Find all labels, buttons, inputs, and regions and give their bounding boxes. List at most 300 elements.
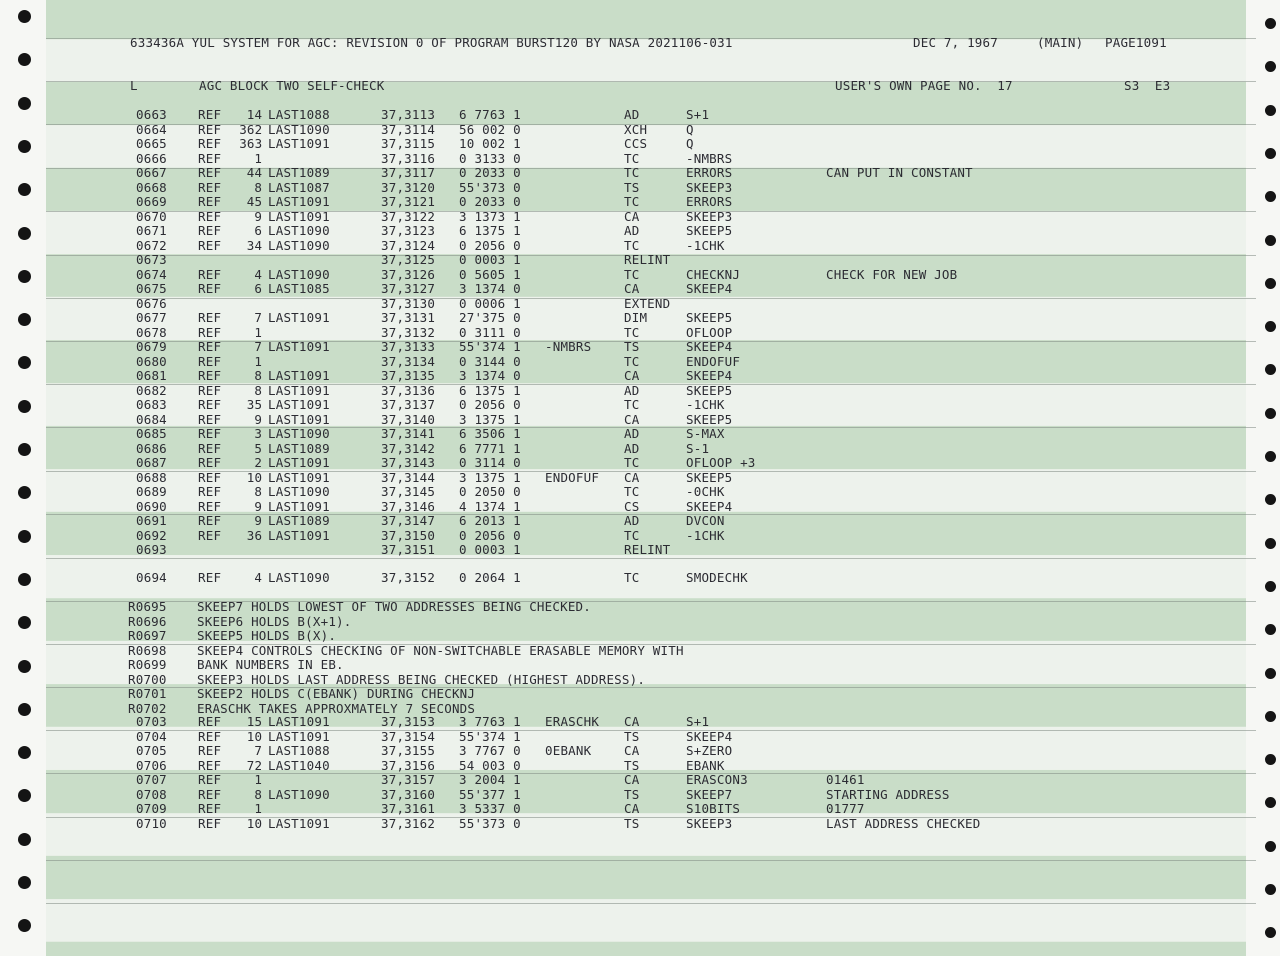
ref-label: REF [198,728,222,744]
octal-word: 3 1374 0 [459,368,521,383]
ref-count: 34 [246,237,263,253]
opcode: XCH [624,121,648,137]
ref-count: 1 [254,772,263,787]
octal-word: 55'373 0 [459,815,521,831]
operand: ERRORS [686,194,733,209]
ref-count: 7 [254,743,263,758]
line-number: 0664 [136,121,167,137]
tractor-hole [18,10,31,23]
opcode: TC [624,165,640,180]
operand: S+1 [686,714,710,729]
opcode: CA [624,772,640,787]
opcode: CA [624,281,640,296]
octal-word: 6 2013 1 [459,513,521,528]
address: 37,3123 [381,223,436,238]
line-number: R0695 [128,599,167,614]
octal-word: 0 5605 1 [459,266,521,282]
ref-label: REF [198,150,222,166]
opcode: CA [624,469,640,485]
operand: SKEEP5 [686,382,733,398]
address: 37,3130 [381,295,436,311]
address: 37,3113 [381,107,436,122]
last-ref: LAST1091 [268,382,330,398]
octal-word: 6 7771 1 [459,440,521,456]
last-ref: LAST1091 [268,455,330,470]
opcode: CCS [624,136,648,151]
line-number: R0702 [128,700,167,716]
comment: CHECK FOR NEW JOB [826,266,958,282]
operand: SKEEP3 [686,208,733,224]
remark-text: SKEEP7 HOLDS LOWEST OF TWO ADDRESSES BEING CHECKED. [197,599,592,614]
last-ref: LAST1087 [268,179,330,195]
address: 37,3121 [381,194,436,209]
ref-count: 8 [254,382,263,398]
ref-label: REF [198,324,222,340]
tractor-hole [1265,668,1276,679]
operand: SKEEP4 [686,339,733,354]
operand: SKEEP3 [686,815,733,831]
ruled-line [46,903,1256,904]
opcode: AD [624,513,640,528]
ruled-line [46,384,1256,385]
last-ref: LAST1091 [268,411,330,427]
opcode: RELINT [624,542,671,557]
operand: ERRORS [686,165,733,180]
ref-count: 9 [254,411,263,427]
comment: STARTING ADDRESS [826,786,950,802]
opcode: TS [624,179,640,195]
ref-count: 10 [246,728,263,744]
address: 37,3114 [381,121,436,137]
ref-count: 36 [246,527,263,543]
opcode: TC [624,484,640,499]
operand: SKEEP4 [686,368,733,383]
opcode: CA [624,743,640,758]
opcode: TC [624,150,640,166]
header-page-number: PAGE1091 [1105,35,1167,50]
operand: SKEEP4 [686,281,733,296]
ref-label: REF [198,339,222,354]
tractor-hole [18,746,31,759]
ref-count: 6 [254,281,263,296]
header-section: (MAIN) [1037,35,1084,50]
address: 37,3116 [381,150,436,166]
octal-word: 3 2004 1 [459,772,521,787]
address: 37,3151 [381,542,436,557]
address: 37,3140 [381,411,436,427]
line-number: 0693 [136,542,167,557]
ref-count: 9 [254,513,263,528]
operand: ENDOFUF [686,353,741,369]
octal-word: 55'374 1 [459,728,521,744]
octal-word: 3 1374 0 [459,281,521,296]
subheader-title: AGC BLOCK TWO SELF-CHECK [199,78,385,93]
ref-label: REF [198,397,222,412]
ruled-line [46,168,1256,169]
line-number: 0672 [136,237,167,253]
header-program-title: 633436A YUL SYSTEM FOR AGC: REVISION 0 OF PROGRAM BURST120 BY NASA 2021106-031 [130,35,733,50]
last-ref: LAST1088 [268,107,330,122]
octal-word: 27'375 0 [459,310,521,325]
opcode: TS [624,728,640,744]
line-number: 0686 [136,440,167,456]
symbol-label: 0EBANK [545,743,592,758]
opcode: DIM [624,310,648,325]
ref-label: REF [198,223,222,238]
operand: -NMBRS [686,150,733,166]
header-date: DEC 7, 1967 [913,35,998,50]
ref-count: 1 [254,353,263,369]
line-number: 0663 [136,107,167,122]
octal-word: 3 1373 1 [459,208,521,224]
last-ref: LAST1091 [268,714,330,729]
line-number: 0688 [136,469,167,485]
opcode: AD [624,440,640,456]
tractor-hole [18,660,31,673]
ref-count: 6 [254,223,263,238]
address: 37,3137 [381,397,436,412]
last-ref: LAST1089 [268,440,330,456]
opcode: TC [624,353,640,369]
address: 37,3157 [381,772,436,787]
last-ref: LAST1090 [268,786,330,802]
ref-count: 45 [246,194,263,209]
octal-word: 55'373 0 [459,179,521,195]
line-number: R0696 [128,613,167,629]
ref-label: REF [198,368,222,383]
ref-count: 4 [254,266,263,282]
operand: S-MAX [686,426,725,441]
opcode: TC [624,397,640,412]
line-number: 0704 [136,728,167,744]
tractor-hole [18,703,31,716]
tractor-hole [18,833,31,846]
ref-count: 9 [254,208,263,224]
last-ref: LAST1091 [268,498,330,514]
octal-word: 0 3144 0 [459,353,521,369]
tractor-hole [18,573,31,586]
tractor-hole [1265,105,1276,116]
ref-label: REF [198,527,222,543]
line-number: 0676 [136,295,167,311]
operand: S-1 [686,440,710,456]
ref-label: REF [198,310,222,325]
address: 37,3134 [381,353,436,369]
opcode: TC [624,527,640,543]
last-ref: LAST1085 [268,281,330,296]
opcode: TS [624,757,640,773]
symbol-label: ENDOFUF [545,469,600,485]
address: 37,3156 [381,757,436,773]
line-number: R0697 [128,628,167,643]
operand: SKEEP4 [686,728,733,744]
address: 37,3150 [381,527,436,543]
line-number: 0706 [136,757,167,773]
operand: SKEEP5 [686,411,733,427]
ref-count: 4 [254,570,263,585]
ref-count: 8 [254,786,263,802]
symbol-label: -NMBRS [545,339,592,354]
last-ref: LAST1091 [268,194,330,209]
opcode: TC [624,194,640,209]
octal-word: 0 2056 0 [459,397,521,412]
tractor-hole [1265,278,1276,289]
operand: SKEEP5 [686,223,733,238]
tractor-hole [1265,408,1276,419]
last-ref: LAST1091 [268,368,330,383]
ref-count: 9 [254,498,263,514]
last-ref: LAST1089 [268,165,330,180]
ref-label: REF [198,237,222,253]
remark-text: ERASCHK TAKES APPROXMATELY 7 SECONDS [197,700,476,716]
ref-label: REF [198,382,222,398]
address: 37,3147 [381,513,436,528]
last-ref: LAST1091 [268,310,330,325]
opcode: TS [624,815,640,831]
last-ref: LAST1091 [268,136,330,151]
address: 37,3146 [381,498,436,514]
ref-label: REF [198,281,222,296]
ref-label: REF [198,266,222,282]
ref-label: REF [198,714,222,729]
ref-count: 1 [254,324,263,340]
octal-word: 0 3133 0 [459,150,521,166]
subheader-user-page: USER'S OWN PAGE NO. 17 [835,78,1013,93]
tractor-hole [18,227,31,240]
tractor-hole [18,270,31,283]
operand: SMODECHK [686,570,748,585]
ref-count: 7 [254,339,263,354]
ref-count: 8 [254,368,263,383]
ruled-line [46,730,1256,731]
address: 37,3131 [381,310,436,325]
last-ref: LAST1090 [268,484,330,499]
tractor-hole [1265,841,1276,852]
octal-word: 0 0003 1 [459,542,521,557]
ref-label: REF [198,121,222,137]
line-number: 0667 [136,165,167,180]
address: 37,3152 [381,570,436,585]
line-number: 0709 [136,801,167,816]
ref-label: REF [198,513,222,528]
line-number: 0671 [136,223,167,238]
ref-count: 10 [246,469,263,485]
last-ref: LAST1091 [268,527,330,543]
operand: SKEEP7 [686,786,733,802]
ref-label: REF [198,801,222,816]
line-number: 0707 [136,772,167,787]
tractor-hole [18,443,31,456]
octal-word: 6 7763 1 [459,107,521,122]
line-number: 0708 [136,786,167,802]
ruled-line [46,341,1256,342]
opcode: CA [624,801,640,816]
octal-word: 0 2064 1 [459,570,521,585]
address: 37,3117 [381,165,436,180]
ruled-line [46,427,1256,428]
ref-label: REF [198,815,222,831]
octal-word: 10 002 1 [459,136,521,151]
remark-text: SKEEP2 HOLDS C(EBANK) DURING CHECKNJ [197,686,476,701]
ref-label: REF [198,757,222,773]
operand: EBANK [686,757,725,773]
ref-label: REF [198,194,222,209]
symbol-label: ERASCHK [545,714,600,729]
line-number: 0670 [136,208,167,224]
opcode: TC [624,266,640,282]
ruled-line [46,817,1256,818]
line-number: 0690 [136,498,167,514]
tractor-hole [18,876,31,889]
ref-label: REF [198,484,222,499]
address: 37,3161 [381,801,436,816]
ref-label: REF [198,107,222,122]
opcode: AD [624,382,640,398]
tractor-hole [1265,581,1276,592]
line-number: R0699 [128,657,167,672]
ruled-line [46,471,1256,472]
octal-word: 0 0003 1 [459,252,521,267]
tractor-hole [18,530,31,543]
line-number: R0700 [128,671,167,687]
octal-word: 54 003 0 [459,757,521,773]
last-ref: LAST1091 [268,208,330,224]
address: 37,3154 [381,728,436,744]
remark-text: SKEEP4 CONTROLS CHECKING OF NON-SWITCHABLE ERASABLE MEMORY WITH [197,642,684,658]
operand: SKEEP3 [686,179,733,195]
line-number: R0701 [128,686,167,701]
address: 37,3120 [381,179,436,195]
address: 37,3145 [381,484,436,499]
operand: -0CHK [686,484,725,499]
address: 37,3122 [381,208,436,224]
octal-word: 6 3506 1 [459,426,521,441]
octal-word: 0 2050 0 [459,484,521,499]
address: 37,3153 [381,714,436,729]
ref-label: REF [198,426,222,441]
line-number: 0685 [136,426,167,441]
ruled-line [46,558,1256,559]
ref-label: REF [198,411,222,427]
last-ref: LAST1091 [268,815,330,831]
octal-word: 0 0006 1 [459,295,521,311]
opcode: TS [624,339,640,354]
octal-word: 3 5337 0 [459,801,521,816]
address: 37,3125 [381,252,436,267]
ref-count: 3 [254,426,263,441]
opcode: AD [624,426,640,441]
opcode: TC [624,455,640,470]
octal-word: 6 1375 1 [459,382,521,398]
opcode: TS [624,786,640,802]
octal-word: 0 2056 0 [459,527,521,543]
subheader-marker: L [130,78,138,93]
ref-label: REF [198,136,222,151]
operand: CHECKNJ [686,266,741,282]
address: 37,3115 [381,136,436,151]
line-number: 0680 [136,353,167,369]
ref-label: REF [198,208,222,224]
address: 37,3141 [381,426,436,441]
ref-count: 8 [254,484,263,499]
line-number: 0674 [136,266,167,282]
octal-word: 55'374 1 [459,339,521,354]
opcode: AD [624,107,640,122]
ruled-line [46,773,1256,774]
octal-word: 56 002 0 [459,121,521,137]
line-number: 0710 [136,815,167,831]
opcode: CA [624,368,640,383]
line-number: 0678 [136,324,167,340]
line-number: 0705 [136,743,167,758]
last-ref: LAST1091 [268,339,330,354]
line-number: 0679 [136,339,167,354]
address: 37,3160 [381,786,436,802]
line-number: 0673 [136,252,167,267]
address: 37,3143 [381,455,436,470]
tractor-hole [1265,18,1276,29]
last-ref: LAST1088 [268,743,330,758]
ref-label: REF [198,786,222,802]
ref-label: REF [198,498,222,514]
opcode: CA [624,411,640,427]
operand: -1CHK [686,527,725,543]
last-ref: LAST1091 [268,397,330,412]
tractor-hole [1265,451,1276,462]
last-ref: LAST1089 [268,513,330,528]
ref-count: 14 [246,107,263,122]
tractor-hole [1265,711,1276,722]
line-number: 0665 [136,136,167,151]
operand: SKEEP4 [686,498,733,514]
remark-text: BANK NUMBERS IN EB. [197,657,344,672]
octal-word: 0 2033 0 [459,165,521,180]
operand: SKEEP5 [686,469,733,485]
octal-word: 4 1374 1 [459,498,521,514]
ref-count: 363 [239,136,263,151]
line-number: 0669 [136,194,167,209]
line-number: 0668 [136,179,167,195]
line-number: 0691 [136,513,167,528]
ref-label: REF [198,743,222,758]
comment: 01777 [826,801,865,816]
last-ref: LAST1040 [268,757,330,773]
address: 37,3126 [381,266,436,282]
ref-count: 1 [254,801,263,816]
opcode: TC [624,570,640,585]
last-ref: LAST1090 [268,426,330,441]
address: 37,3133 [381,339,436,354]
octal-word: 3 7763 1 [459,714,521,729]
line-number: 0675 [136,281,167,296]
octal-word: 55'377 1 [459,786,521,802]
last-ref: LAST1090 [268,237,330,253]
address: 37,3124 [381,237,436,253]
remark-text: SKEEP5 HOLDS B(X). [197,628,337,643]
address: 37,3144 [381,469,436,485]
last-ref: LAST1090 [268,223,330,238]
line-number: 0666 [136,150,167,166]
last-ref: LAST1091 [268,469,330,485]
octal-word: 3 7767 0 [459,743,521,758]
address: 37,3162 [381,815,436,831]
ref-count: 8 [254,179,263,195]
ref-count: 1 [254,150,263,166]
right-tractor-strip [1246,0,1280,956]
line-number: 0703 [136,714,167,729]
address: 37,3127 [381,281,436,296]
subheader-code: S3 E3 [1124,78,1171,93]
